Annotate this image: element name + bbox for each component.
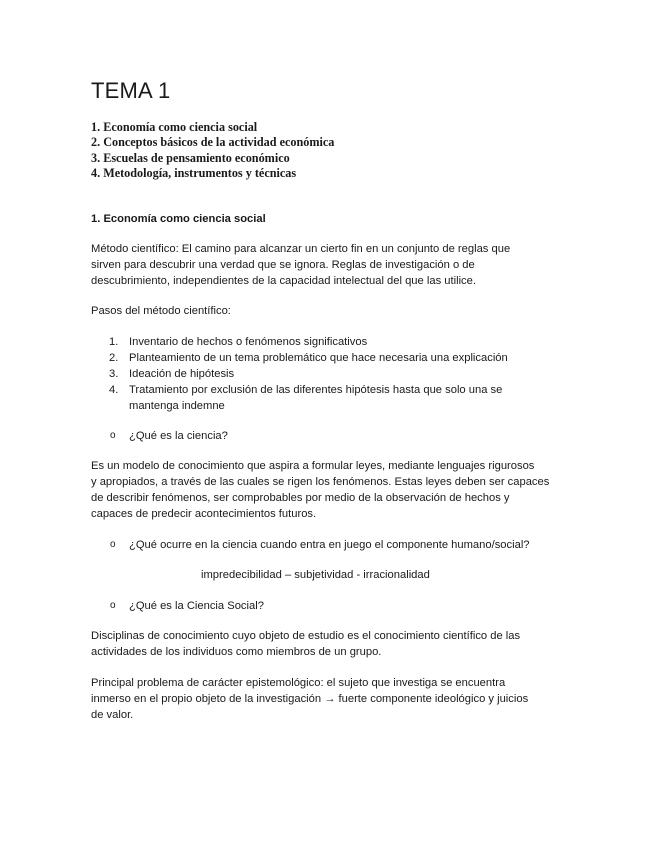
paragraph-line: capaces de predecir acontecimientos futuros. bbox=[91, 508, 317, 520]
paragraph-line: Principal problema de carácter epistemológico: el sujeto que investiga se encuentra bbox=[91, 677, 506, 689]
paragraph-line: de describir fenómenos, ser comprobables por medio de la observación de hechos y bbox=[91, 492, 510, 504]
list-number: 3. bbox=[109, 368, 119, 380]
list-item bbox=[91, 334, 571, 350]
paragraph-line: de valor. bbox=[91, 709, 134, 721]
paragraph-line: actividades de los individuos como miembros de un grupo. bbox=[91, 646, 382, 658]
disciplinas-paragraph bbox=[91, 628, 571, 660]
bullet-icon: o bbox=[110, 430, 116, 441]
paragraph-line: inmerso en el propio objeto de la investigación → fuerte componente ideológico y juicios bbox=[91, 693, 529, 705]
question-text: ¿Qué es la Ciencia Social? bbox=[129, 600, 264, 612]
pasos-list bbox=[91, 334, 571, 414]
list-text: Ideación de hipótesis bbox=[129, 368, 235, 380]
question-text: ¿Qué es la ciencia? bbox=[129, 430, 228, 442]
list-text: Planteamiento de un tema problemático que hace necesaria una explicación bbox=[129, 352, 508, 364]
bullet-icon: o bbox=[110, 539, 116, 550]
list-text: Inventario de hechos o fenómenos significativos bbox=[129, 336, 368, 348]
paragraph-line: y apropiados, a través de las cuales se rigen los fenómenos. Estas leyes deben ser capaces bbox=[91, 476, 550, 488]
list-number: 1. bbox=[109, 336, 119, 348]
toc-item: 1. Economía como ciencia social bbox=[91, 120, 258, 134]
bullet-icon: o bbox=[110, 600, 116, 611]
page-title: TEMA 1 bbox=[91, 78, 171, 103]
list-number: 4. bbox=[109, 384, 119, 396]
paragraph-line: sirven para descubrir una verdad que se ignora. Reglas de investigación o de bbox=[91, 259, 475, 271]
toc-item: 4. Metodología, instrumentos y técnicas bbox=[91, 165, 297, 180]
problema-paragraph bbox=[91, 675, 571, 723]
ciencia-paragraph bbox=[91, 458, 571, 522]
toc-item: 2. Conceptos básicos de la actividad económica bbox=[91, 135, 335, 150]
centered-keywords: impredecibilidad – subjetividad - irracionalidad bbox=[201, 569, 430, 581]
metodo-paragraph bbox=[91, 241, 571, 289]
list-number: 2. bbox=[109, 352, 119, 364]
paragraph-line: Disciplinas de conocimiento cuyo objeto de estudio es el conocimiento científico de las bbox=[91, 630, 521, 642]
paragraph-line: Método científico: El camino para alcanzar un cierto fin en un conjunto de reglas que bbox=[91, 243, 511, 255]
paragraph-line: Es un modelo de conocimiento que aspira a formular leyes, mediante lenguajes rigurosos bbox=[91, 460, 535, 472]
table-of-contents bbox=[91, 120, 334, 181]
list-item bbox=[91, 382, 529, 414]
question-text: ¿Qué ocurre en la ciencia cuando entra en juego el componente humano/social? bbox=[129, 539, 530, 551]
toc-item: 3. Escuelas de pensamiento económico bbox=[91, 150, 290, 165]
section-heading: 1. Economía como ciencia social bbox=[91, 213, 266, 225]
list-item bbox=[91, 350, 571, 366]
list-item bbox=[91, 366, 571, 382]
list-text: Tratamiento por exclusión de las diferentes hipótesis hasta que solo una se mantenga indemne bbox=[129, 384, 503, 412]
paragraph-line: descubrimiento, independientes de la capacidad intelectual del que las utilice. bbox=[91, 275, 476, 287]
pasos-heading: Pasos del método científico: bbox=[91, 305, 231, 317]
